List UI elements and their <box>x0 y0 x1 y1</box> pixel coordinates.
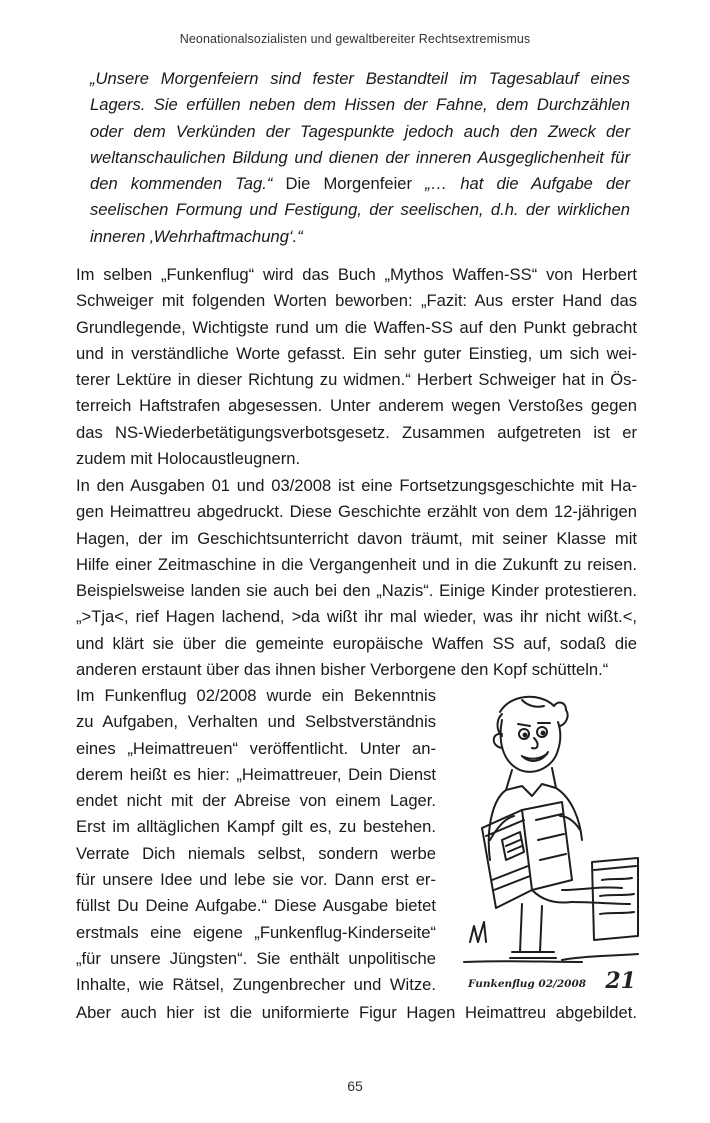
figure-number: 21 <box>605 968 636 994</box>
text-line: terer Lektüre in dieser Richtung zu widmen.“ Herbert Schweiger hat in Ös- <box>76 370 637 390</box>
text-line: Grundlegende, Wichtigste rund um die Waffen-SS auf den Punkt gebracht <box>76 317 637 337</box>
text-line: endet nicht mit der Abreise von einem Lager. <box>76 791 436 811</box>
quote-plain-part: Die Morgenfeier <box>272 174 426 194</box>
text-line: terreich Haftstrafen abgesessen. Unter anderem wegen Verstoßes gegen <box>76 396 637 416</box>
text-line: und klärt sie über die gemeinte europäische Waffen SS auf, sodaß die <box>76 633 637 653</box>
text-line: Aber auch hier ist die uniformierte Figur Hagen Heimattreu abgebildet. <box>76 1003 637 1022</box>
text-line: eines „Heimattreuen“ veröffentlicht. Unter an- <box>76 738 436 758</box>
text-line: füllst Du Deine Aufgabe.“ Diese Ausgabe bietet <box>76 896 436 916</box>
caption-source: Funkenflug 02/2008 <box>468 978 587 990</box>
paragraph-bekenntnis <box>76 683 436 999</box>
text-line: erstmals eine eigene „Funkenflug-Kinderseite“ <box>76 922 436 942</box>
paragraph-hagen-story <box>76 473 637 683</box>
paragraph-funkenflug-book <box>76 262 637 472</box>
text-line: Schweiger mit folgenden Worten beworben: „Fazit: Aus erster Hand das <box>76 291 637 311</box>
text-line: derem heißt es hier: „Heimattreuer, Dein Dienst <box>76 764 436 784</box>
text-line: das NS-Wiederbetätigungsverbotsgesetz. Zusammen aufgetreten ist er <box>76 422 637 442</box>
running-header: Neonationalsozialisten und gewaltbereiter Rechtsextremismus <box>179 32 531 46</box>
hagen-reading-illustration <box>462 690 642 980</box>
text-line: Im Funkenflug 02/2008 wurde ein Bekenntnis <box>76 686 436 705</box>
text-line: zudem mit Holocaustleugnern. <box>76 449 301 469</box>
boy-reading-book-icon <box>462 690 642 980</box>
text-line: Erst im alltäglichen Kampf gilt es, zu bestehen. <box>76 817 436 837</box>
text-line: zu Aufgaben, Verhalten und Selbstverständnis <box>76 712 436 732</box>
page-number: 65 <box>347 1078 363 1094</box>
quote-italic-part-2: „… hat die Aufgabe der seelischen Formung und Festigung, der seelischen, d.h. der wirklichen inneren ‚Wehrhaftmachung‘.“ <box>90 174 630 246</box>
text-line: Beispielsweise landen sie auch bei den „Nazis“. Einige Kinder protestieren. <box>76 581 637 601</box>
text-line: und in verständliche Worte gefasst. Ein sehr guter Einstieg, um sich wei- <box>76 343 637 363</box>
figure-caption <box>468 964 640 994</box>
text-line: Verrate Dich niemals selbst, sondern werbe <box>76 843 436 863</box>
text-line: „für unsere Jüngsten“. Sie enthält unpolitische <box>76 948 436 968</box>
quote-italic-part-1: „Unsere Morgenfeiern sind fester Bestandteil im Tagesablauf eines Lagers. Sie erfüllen neben dem Hissen der Fahne, dem Durchzählen oder dem Verkünden der Tagespunkte jedoch auch den Zweck der weltanschaulichen Bildung und dienen der inneren Ausgeglichenheit für den kommenden Tag.“ <box>90 69 630 194</box>
text-line: In den Ausgaben 01 und 03/2008 ist eine Fortsetzungsgeschichte mit Ha- <box>76 476 637 495</box>
text-line: anderen erstaunt über das ihnen bisher Verborgene den Kopf schütteln.“ <box>76 660 609 680</box>
text-line: gen Heimattreu abgedruckt. Diese Geschichte erzählt von dem 12-jährigen <box>76 502 637 522</box>
paragraph-final-line <box>76 1000 637 1026</box>
text-line: „>Tja<, rief Hagen lachend, >da wißt ihr mal wieder, was ihr nicht wißt.<, <box>76 607 637 627</box>
text-line: Hilfe einer Zeitmaschine in die Vergangenheit und in die Zukunft zu reisen. <box>76 554 637 574</box>
text-line: Im selben „Funkenflug“ wird das Buch „Mythos Waffen-SS“ von Herbert <box>76 265 637 284</box>
text-line: für unsere Idee und lebe sie vor. Dann erst er- <box>76 870 436 890</box>
text-line: Inhalte, wie Rätsel, Zungenbrecher und Witze. <box>76 975 436 995</box>
text-line: Hagen, der im Geschichtsunterricht davon träumt, mit seiner Klasse mit <box>76 528 637 548</box>
block-quote <box>90 66 630 250</box>
